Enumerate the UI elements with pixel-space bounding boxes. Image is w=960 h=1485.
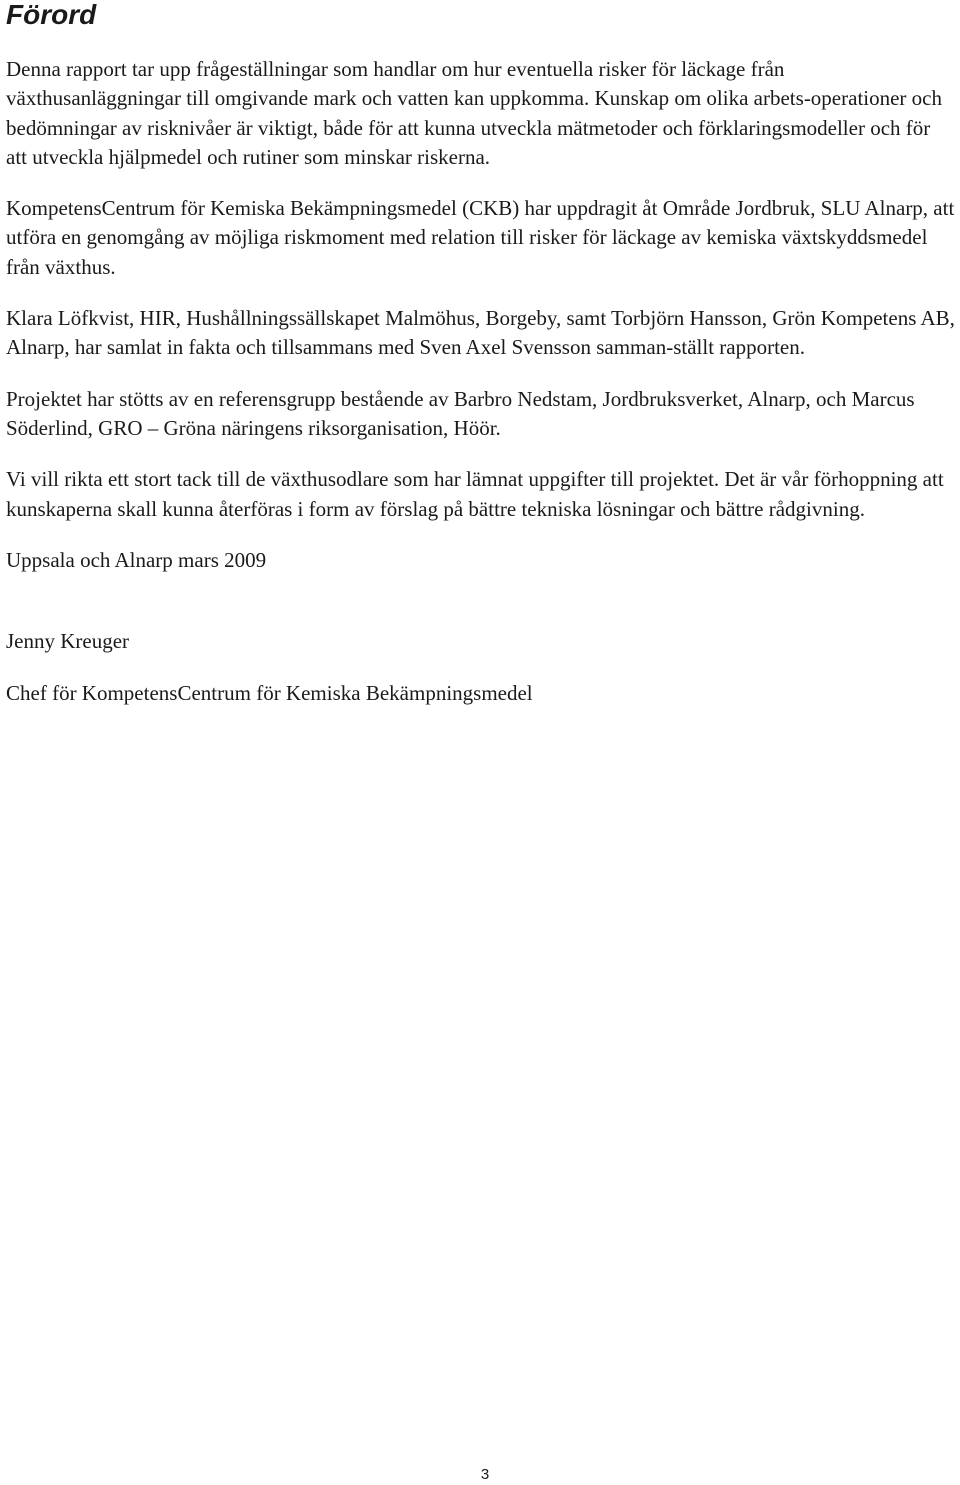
signer-name: Jenny Kreuger [6, 629, 130, 654]
paragraph-assignment: KompetensCentrum för Kemiska Bekämpningsmedel (CKB) har uppdragit åt Område Jordbruk, SLU Alnarp, att utföra en genomgång av möjliga riskmoment med relation till risker för läckage av kemiska växtskyddsmedel från växthus. [6, 196, 955, 279]
page-number: 3 [480, 1466, 490, 1483]
body-text [6, 55, 956, 731]
paragraph-intro: Denna rapport tar upp frågeställningar som handlar om hur eventuella risker för läckage från växthusanläggningar till omgivande mark och vatten kan uppkomma. Kunskap om olika arbets-operationer och bedömningar av risknivåer är viktigt, både för att kunna utveckla mätmetoder och förklaringsmodeller och för att utveckla hjälpmedel och rutiner som minskar riskerna. [6, 57, 942, 169]
page-title: Förord [6, 0, 97, 30]
signer-title: Chef för KompetensCentrum för Kemiska Bekämpningsmedel [6, 681, 533, 706]
date-line: Uppsala och Alnarp mars 2009 [6, 547, 267, 572]
paragraph-authors: Klara Löfkvist, HIR, Hushållningssällskapet Malmöhus, Borgeby, samt Torbjörn Hansson, Grön Kompetens AB, Alnarp, har samlat in fakta och tillsammans med Sven Axel Svensson samman-ställt rapporten. [6, 306, 955, 360]
paragraph-acknowledgement: Vi vill rikta ett stort tack till de växthusodlare som har lämnat uppgifter till projektet. Det är vår förhoppning att kunskaperna skall kunna återföras i form av förslag på bättre tekniska lösningar och bättre rådgivning. [6, 467, 944, 521]
paragraph-reference-group: Projektet har stötts av en referensgrupp bestående av Barbro Nedstam, Jordbruksverket, Alnarp, och Marcus Söderlind, GRO – Gröna näringens riksorganisation, Höör. [6, 386, 915, 440]
